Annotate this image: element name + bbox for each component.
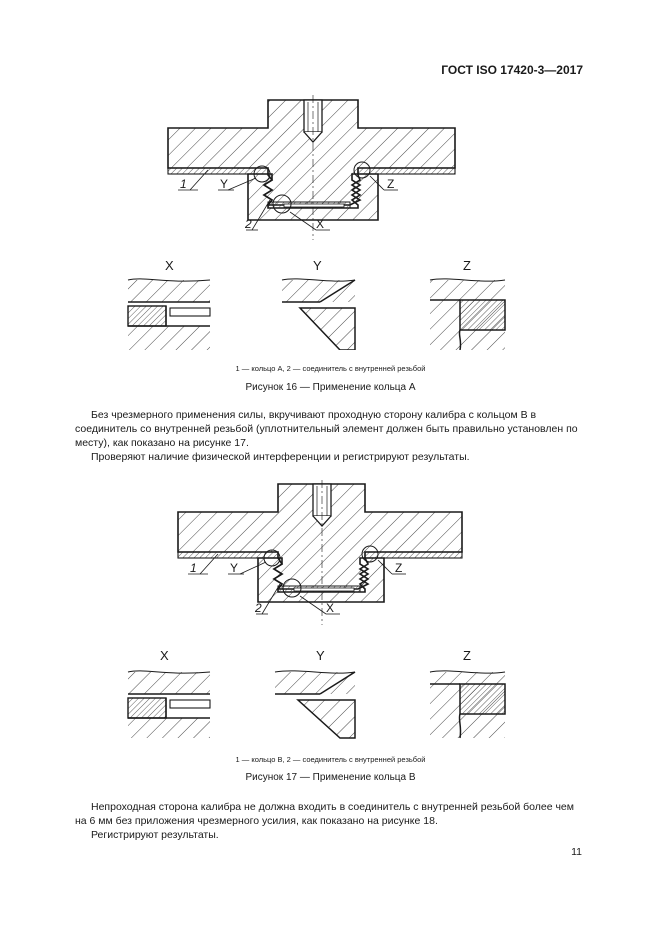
detail-z-title: Z xyxy=(463,258,471,273)
paragraph-3: Непроходная сторона калибра не должна входить в соединитель с внутренней резьбой более чем на 6 мм без приложения чрезмерного усилия, как показано на рисунке 18. xyxy=(75,801,574,827)
label-1: 1 xyxy=(180,177,187,191)
paragraph-1: Без чрезмерного применения силы, вкручивают проходную сторону калибра с кольцом В в соединитель со внутренней резьбой (уплотнительный элемент должен быть правильно установлен по месту), как показано на рисунке 17. xyxy=(75,409,578,449)
label-z: Z xyxy=(395,561,403,575)
detail-z xyxy=(430,671,505,738)
document-standard-header: ГОСТ ISO 17420-3—2017 xyxy=(441,63,583,77)
detail-z-title: Z xyxy=(463,648,471,663)
figure-16-caption: Рисунок 16 — Применение кольца А xyxy=(245,382,416,393)
label-2: 2 xyxy=(245,217,252,231)
page-number: 11 xyxy=(571,846,582,858)
label-x: X xyxy=(326,601,335,615)
label-2: 2 xyxy=(255,601,262,615)
detail-y-title: Y xyxy=(316,648,325,663)
label-y: Y xyxy=(230,561,239,575)
detail-x-title: X xyxy=(160,648,169,663)
label-y: Y xyxy=(220,177,229,191)
detail-z xyxy=(430,279,505,350)
figure-16-legend: 1 — кольцо А, 2 — соединитель с внутренней резьбой xyxy=(235,364,426,373)
figure-17-drawing xyxy=(0,480,661,740)
detail-y xyxy=(275,671,355,738)
figure-17 xyxy=(0,480,661,740)
detail-x xyxy=(128,279,210,350)
figure-17-legend: 1 — кольцо В, 2 — соединитель с внутренней резьбой xyxy=(235,755,426,764)
label-z: Z xyxy=(387,177,395,191)
detail-y-title: Y xyxy=(313,258,322,273)
label-x: X xyxy=(316,217,325,231)
figure-16 xyxy=(0,90,661,350)
paragraph-2: Проверяют наличие физической интерференции и регистрируют результаты. xyxy=(91,451,470,463)
label-1: 1 xyxy=(190,561,197,575)
figure-16-drawing xyxy=(0,90,661,350)
detail-x xyxy=(128,671,210,738)
detail-y xyxy=(282,279,355,350)
paragraph-4: Регистрируют результаты. xyxy=(91,829,219,841)
ring-1 xyxy=(178,552,278,558)
ring-1 xyxy=(168,168,268,174)
detail-x-title: X xyxy=(165,258,174,273)
figure-17-caption: Рисунок 17 — Применение кольца В xyxy=(245,772,416,783)
